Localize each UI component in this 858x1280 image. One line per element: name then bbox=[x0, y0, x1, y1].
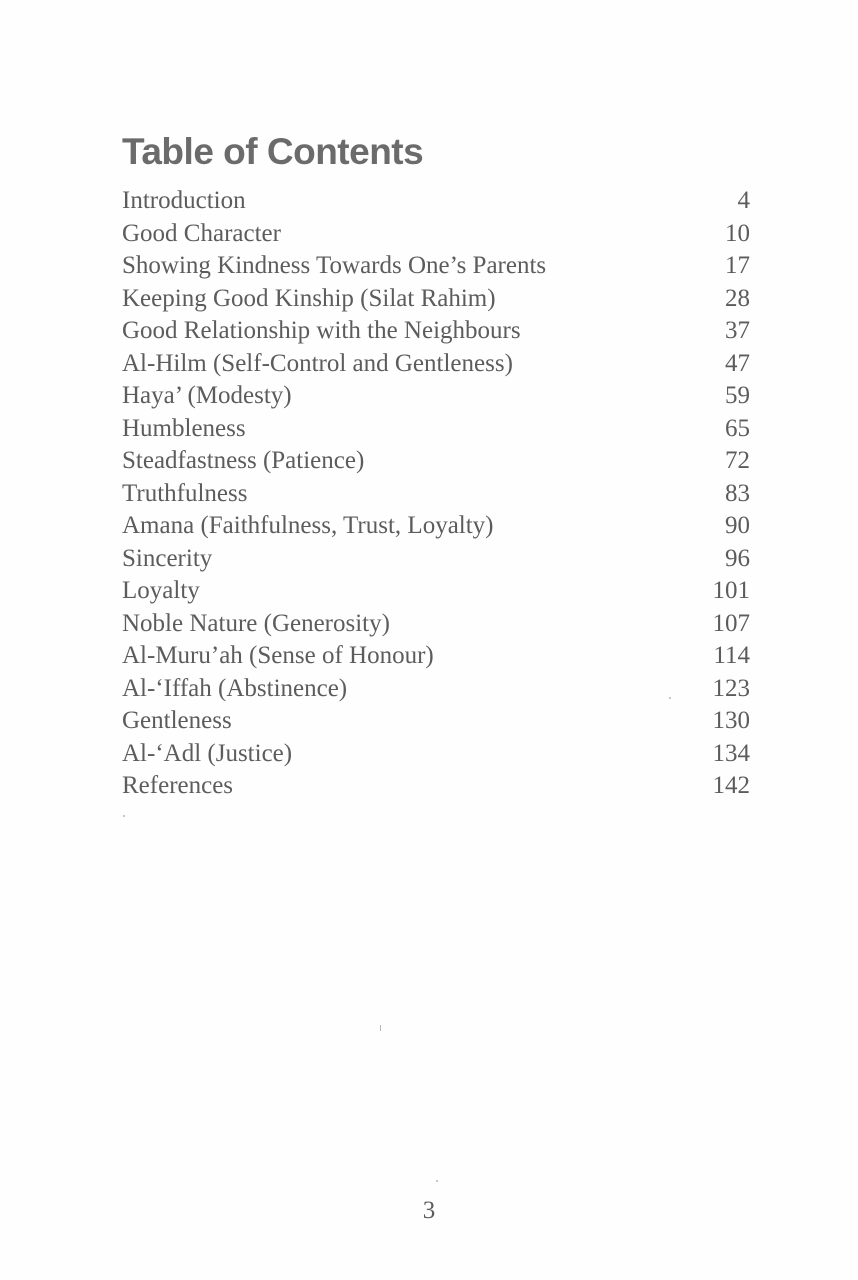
page-title: Table of Contents bbox=[122, 131, 424, 172]
toc-entry-title: Introduction bbox=[122, 187, 246, 214]
toc-entry-page: 123 bbox=[712, 674, 750, 702]
toc-entry-page: 37 bbox=[725, 317, 750, 344]
scan-speck bbox=[669, 697, 671, 699]
toc-entry-title: Steadfastness (Patience) bbox=[122, 447, 365, 474]
toc-entry bbox=[122, 478, 750, 511]
toc-entry bbox=[122, 575, 750, 608]
toc-entry bbox=[122, 673, 750, 706]
toc-entry bbox=[122, 380, 750, 413]
toc-entry bbox=[122, 640, 750, 673]
toc-entry-title: Good Character bbox=[122, 219, 281, 247]
toc-entry-title: Good Relationship with the Neighbours bbox=[122, 317, 521, 344]
toc-entry bbox=[122, 705, 750, 738]
toc-entry-page: 130 bbox=[712, 707, 750, 734]
toc-entry-title: Gentleness bbox=[122, 707, 232, 734]
toc-entry bbox=[122, 413, 750, 446]
toc-entry-title: Humbleness bbox=[122, 414, 246, 442]
page-number: 3 bbox=[422, 1197, 436, 1224]
toc-entry-title: Truthfulness bbox=[122, 479, 248, 507]
toc-entry-page: 59 bbox=[725, 382, 750, 409]
scan-speck bbox=[123, 815, 125, 817]
toc-entry-page: 72 bbox=[725, 447, 750, 474]
toc-entry-title: Al-Muru’ah (Sense of Honour) bbox=[122, 642, 434, 669]
toc-entry-title: Loyalty bbox=[122, 577, 200, 604]
toc-entry bbox=[122, 218, 750, 251]
toc-entry-page: 10 bbox=[725, 219, 750, 247]
toc-entry-page: 47 bbox=[725, 349, 750, 377]
toc-entry-title: Showing Kindness Towards One’s Parents bbox=[122, 252, 547, 279]
toc-entry bbox=[122, 770, 750, 803]
toc-entry-page: 96 bbox=[725, 544, 750, 572]
toc-entry-page: 134 bbox=[712, 739, 750, 767]
toc-entry-page: 114 bbox=[713, 642, 750, 669]
toc-entry bbox=[122, 348, 750, 381]
toc-entry-title: Sincerity bbox=[122, 544, 213, 572]
toc-entry-title: Al-‘Iffah (Abstinence) bbox=[122, 674, 348, 702]
toc-entry-title: Noble Nature (Generosity) bbox=[122, 609, 390, 637]
toc-entry-page: 90 bbox=[725, 512, 750, 539]
scan-speck bbox=[436, 1180, 438, 1182]
toc-entry bbox=[122, 250, 750, 283]
toc-entry bbox=[122, 315, 750, 348]
toc-entry-page: 107 bbox=[712, 609, 750, 637]
toc-entry-title: Keeping Good Kinship (Silat Rahim) bbox=[122, 284, 496, 312]
toc-entry bbox=[122, 510, 750, 543]
toc-entry bbox=[122, 738, 750, 771]
toc-entry-title: Haya’ (Modesty) bbox=[122, 382, 292, 409]
toc-entry-page: 17 bbox=[725, 252, 750, 279]
toc-entry bbox=[122, 445, 750, 478]
toc-entry bbox=[122, 185, 750, 218]
toc-entry-page: 65 bbox=[725, 414, 750, 442]
toc-list bbox=[122, 185, 750, 803]
toc-entry-page: 4 bbox=[737, 187, 750, 214]
toc-entry-title: Al-‘Adl (Justice) bbox=[122, 739, 293, 767]
toc-entry-title: Amana (Faithfulness, Trust, Loyalty) bbox=[122, 512, 494, 539]
toc-entry-page: 101 bbox=[712, 577, 750, 604]
toc-entry bbox=[122, 283, 750, 316]
scan-speck bbox=[380, 1025, 381, 1031]
toc-entry-page: 142 bbox=[712, 772, 750, 799]
toc-entry-page: 83 bbox=[725, 479, 750, 507]
toc-entry-title: References bbox=[122, 772, 234, 799]
toc-entry-page: 28 bbox=[725, 284, 750, 312]
toc-entry bbox=[122, 608, 750, 641]
toc-entry-title: Al-Hilm (Self-Control and Gentleness) bbox=[122, 349, 513, 377]
toc-entry bbox=[122, 543, 750, 576]
